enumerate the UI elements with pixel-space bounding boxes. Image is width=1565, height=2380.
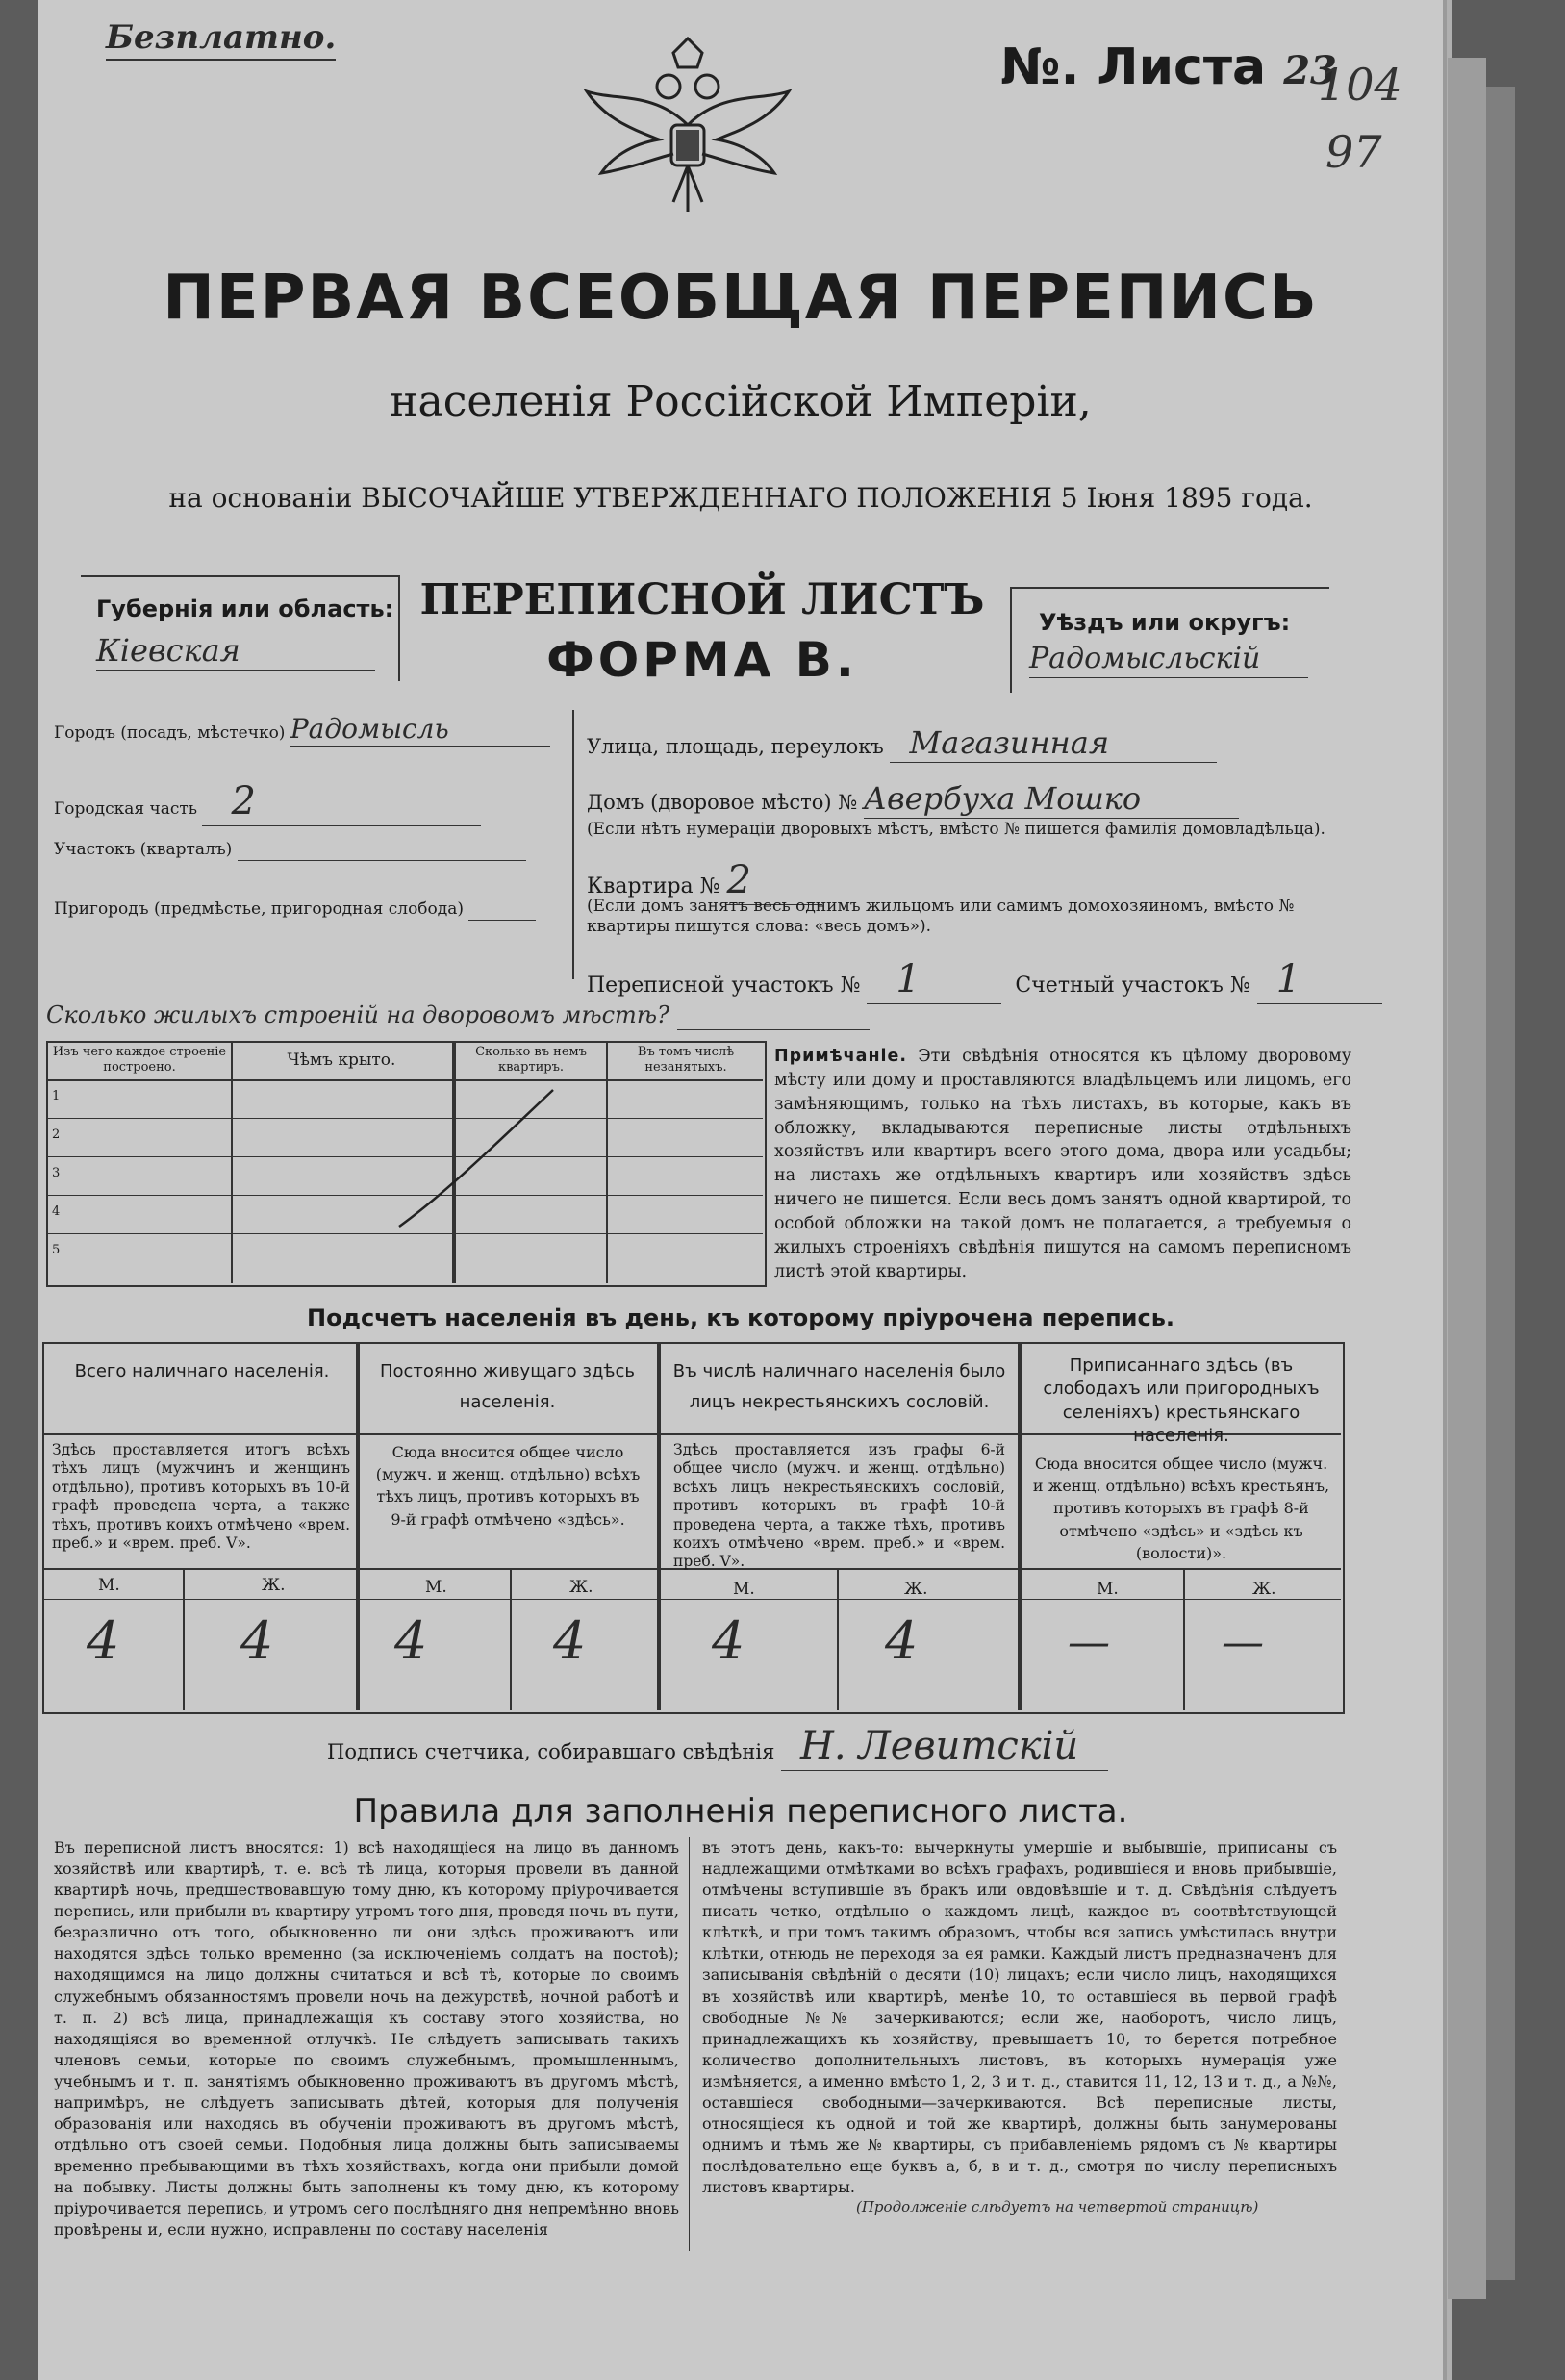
suburb-field xyxy=(54,899,536,921)
signature-label: Подпись счетчика, собиравшаго свѣдѣнія xyxy=(327,1740,775,1763)
buildings-header-apartments: Сколько въ немъ квартиръ. xyxy=(475,1045,587,1076)
house-label: Домъ (дворовое мѣсто) № xyxy=(587,791,858,814)
rules-title: Правила для заполненія переписного листа. xyxy=(353,1792,1128,1831)
apartment-value: 2 xyxy=(726,856,822,905)
underlying-page-edge xyxy=(1448,58,1486,2299)
buildings-col-divider-1 xyxy=(231,1041,233,1283)
count-district-value: 1 xyxy=(1257,955,1382,1004)
street-value: Магазинная xyxy=(890,723,1217,763)
sheet-number-label-text: №. Листа xyxy=(1000,38,1267,96)
precinct-value-line xyxy=(238,840,526,861)
buildings-note-title: Примѣчаніе. xyxy=(774,1047,908,1066)
legal-basis: на основаніи ВЫСОЧАЙШЕ УТВЕРЖДЕННАГО ПОЛОЖЕНІЯ 5 Іюня 1895 года. xyxy=(168,482,1313,514)
archive-number: 97 xyxy=(1325,126,1382,178)
population-col3-desc: Здѣсь проставляется изъ графы 6-й общее число (мужч. и женщ. отдѣльно) всѣхъ лицъ некрестьянскихъ сословій, противъ которыхъ въ графѣ 10-й проведена черта, а также тѣхъ, противъ коихъ отмѣчено «врем. преб.» и «врем. преб. V». xyxy=(673,1441,1005,1571)
signature-value: Н. Левитскій xyxy=(781,1722,1108,1771)
population-col1-desc: Здѣсь проставляется итогъ всѣхъ тѣхъ лицъ (мужчинъ и женщинъ отдѣльно), противъ которыхъ въ 10-й графѣ проведена черта, а также тѣхъ, противъ коихъ отмѣчено «врем. преб.» и «врем. преб. V». xyxy=(52,1441,350,1552)
buildings-col-divider-3 xyxy=(606,1041,608,1283)
province-label: Губернія или область: xyxy=(96,595,394,622)
town-field xyxy=(54,712,550,747)
population-col2-f-label: Ж. xyxy=(569,1578,593,1597)
buildings-header-roof: Чѣмъ крыто. xyxy=(287,1051,396,1070)
population-mf-divider xyxy=(183,1568,185,1710)
buildings-question-line xyxy=(677,1000,870,1030)
house-field xyxy=(587,779,1239,819)
subtitle: населенія Россійской Имперіи, xyxy=(390,377,1092,426)
house-note: (Если нѣтъ нумераціи дворовыхъ мѣстъ, вмѣсто № пишется фамилія домовладѣльца). xyxy=(587,820,1325,839)
house-value: Авербуха Мошко xyxy=(864,779,1239,819)
underlying-page-edge xyxy=(1486,87,1515,2280)
buildings-question xyxy=(46,1000,870,1030)
population-col2-desc: Сюда вносится общее число (мужч. и женщ. отдѣльно) всѣхъ тѣхъ лицъ, противъ которыхъ въ 9-й графѣ отмѣчено «здѣсь». xyxy=(375,1443,641,1529)
buildings-row-number: 5 xyxy=(52,1243,61,1257)
strike-through-mark xyxy=(385,1082,558,1236)
address-divider xyxy=(572,710,574,979)
buildings-row-number: 4 xyxy=(52,1204,61,1219)
rules-right-column: въ этотъ день, какъ-то: вычеркнуты умершіе и выбывшіе, приписаны съ надлежащими отмѣтками во всѣхъ графахъ, родившіеся и вновь прибывшіе, отмѣчены вступившіе въ бракъ или овдовѣвшіе и т. д. Свѣдѣнія слѣдуетъ писать четко, отдѣльно о каждомъ лицѣ, каждое въ соотвѣтствующей клѣткѣ, и при томъ такимъ образомъ, чтобы вся запись умѣстилась внутри клѣтки, отнюдь не переходя за ея рамки. Каждый листъ предназначенъ для записыванія свѣдѣній о десяти (10) лицахъ; если число лицъ, находящихся въ хозяйствѣ или квартирѣ, менѣе 10, то оставшіеся въ первой графѣ свободные №№ зачеркиваются; если же, наоборотъ, число лицъ, принадлежащихъ къ хозяйству, превышаетъ 10, то берется потребное количество дополнительныхъ листовъ, въ которыхъ нумерація уже измѣняется, а именно вмѣсто 1, 2, 3 и т. д., ставится 11, 12, 13 и т. д., а №№, оставшіеся свободными—зачеркиваются. Всѣ переписные листы, относящіеся къ одной и той же квартирѣ, должны быть занумерованы однимъ и тѣмъ же № квартиры, съ прибавленіемъ рядомъ съ № квартиры послѣдовательно еще буквъ а, б, в и т. д., смотря по числу переписныхъ листовъ квартиры. xyxy=(702,1838,1337,2197)
population-col2-f-value: 4 xyxy=(553,1610,587,1671)
precinct-label: Участокъ (кварталъ) xyxy=(54,840,233,859)
population-col1-f-label: Ж. xyxy=(262,1576,286,1595)
rules-continued-note: (Продолженіе слѣдуетъ на четвертой страницѣ) xyxy=(856,2198,1259,2215)
suburb-label: Пригородъ (предмѣстье, пригородная слобода) xyxy=(54,899,465,919)
sheet-number-value: 23 xyxy=(1283,48,1337,93)
apartment-label: Квартира № xyxy=(587,874,720,899)
population-col1-header: Всего наличнаго населенія. xyxy=(74,1361,330,1381)
suburb-value-line xyxy=(468,899,536,921)
population-col1-m-label: М. xyxy=(98,1576,120,1595)
street-label: Улица, площадь, переулокъ xyxy=(587,735,884,758)
imperial-eagle-emblem-icon xyxy=(577,34,798,226)
population-col-divider-1 xyxy=(356,1342,360,1710)
population-col4-m-label: М. xyxy=(1097,1580,1119,1599)
population-mf-divider xyxy=(510,1568,512,1710)
precinct-field xyxy=(54,840,526,861)
census-district-label: Переписной участокъ № xyxy=(587,974,861,998)
form-name: ФОРМА В. xyxy=(546,632,858,688)
population-col3-m-value: 4 xyxy=(712,1610,745,1671)
city-part-label: Городская часть xyxy=(54,799,198,819)
population-col4-desc: Сюда вносится общее число (мужч. и женщ. отдѣльно) всѣхъ крестьянъ, противъ которыхъ въ графѣ 8-й отмѣчено «здѣсь» и «здѣсь къ (волости)». xyxy=(1032,1455,1330,1562)
population-mf-line xyxy=(42,1599,1341,1600)
population-col1-f-value: 4 xyxy=(240,1610,274,1671)
town-label: Городъ (посадъ, мѣстечко) xyxy=(54,723,286,743)
census-district-field xyxy=(587,955,1382,1004)
population-col1-m-value: 4 xyxy=(87,1610,120,1671)
buildings-question-text: Сколько жилыхъ строеній на дворовомъ мѣстѣ? xyxy=(46,1001,669,1028)
enumerator-signature xyxy=(327,1722,1108,1771)
street-field xyxy=(587,723,1217,763)
buildings-header-vacant: Въ томъ числѣ незанятыхъ. xyxy=(637,1045,735,1076)
city-part-value: 2 xyxy=(202,777,481,826)
apartment-note: (Если домъ занятъ весь однимъ жильцомъ или самимъ домохозяиномъ, вмѣсто № квартиры пишутся слова: «весь домъ»). xyxy=(587,897,1295,937)
population-mf-divider xyxy=(837,1568,839,1710)
buildings-row-number: 2 xyxy=(52,1127,61,1142)
population-col4-f-label: Ж. xyxy=(1252,1580,1276,1599)
census-district-value: 1 xyxy=(867,955,1001,1004)
population-col4-header: Приписаннаго здѣсь (въ слободахъ или пригородныхъ селеніяхъ) крестьянскаго населенія. xyxy=(1043,1355,1320,1446)
buildings-row-number: 3 xyxy=(52,1166,61,1180)
rules-left-column: Въ переписной листъ вносятся: 1) всѣ находящіеся на лицо въ данномъ хозяйствѣ или квартирѣ, т. е. всѣ тѣ лица, которыя провели въ данной квартирѣ ночь, предшествовавшую тому дню, къ которому пріурочивается перепись, или прибыли въ квартиру утромъ того дня, проведя ночь въ пути, безразлично отъ того, обыкновенно ли они здѣсь проживаютъ или находятся здѣсь только временно (за исключеніемъ солдатъ на постоѣ); находящимся на лицо должны считаться и всѣ тѣ, которые по своимъ служебнымъ обязанностямъ провели ночь на дежурствѣ, ночной работѣ и т. п. 2) всѣ лица, принадлежащія къ составу этого хозяйства, но находящіяся во временной отлучкѣ. Не слѣдуетъ записывать такихъ членовъ семьи, которые по своимъ служебнымъ, промышленнымъ, учебнымъ и т. п. занятіямъ обыкновенно проживаютъ въ другомъ мѣстѣ, напримѣръ, не слѣдуетъ записывать дѣтей, которыя для полученія образованія или находясь въ обученіи проживаютъ въ другомъ мѣстѣ, отдѣльно отъ своей семьи. Подобныя лица должны быть записываемы временно пребывающими въ тѣхъ хозяйствахъ, когда они прибыли домой на побывку. Листы должны быть заполнены къ тому дню, къ которому пріурочивается перепись, и утромъ сего послѣдняго дня непремѣнно вновь провѣрены и, если нужно, исправлены по составу населенія xyxy=(54,1838,679,2240)
census-sheet-page xyxy=(38,0,1443,2380)
population-col-divider-3 xyxy=(1018,1342,1022,1710)
population-title: Подсчетъ населенія въ день, къ которому пріурочена перепись. xyxy=(307,1304,1174,1331)
population-col2-header: Постоянно живущаго здѣсь населенія. xyxy=(379,1361,635,1413)
city-part-field xyxy=(54,777,481,826)
rules-column-divider xyxy=(689,1837,690,2251)
population-col3-header: Въ числѣ наличнаго населенія было лицъ некрестьянскихъ сословій. xyxy=(672,1361,1006,1413)
population-col4-m-value: — xyxy=(1068,1618,1110,1667)
population-col3-f-value: 4 xyxy=(885,1610,919,1671)
archive-number: 104 xyxy=(1318,59,1402,111)
count-district-label: Счетный участокъ № xyxy=(1015,974,1250,998)
population-col-divider-2 xyxy=(657,1342,661,1710)
sheet-number-label xyxy=(1000,37,1337,99)
population-col2-m-label: М. xyxy=(425,1578,447,1597)
buildings-note-text: Эти свѣдѣнія относятся къ цѣлому дворовому мѣсту или дому и проставляются владѣльцемъ или лицомъ, его замѣняющимъ, только на тѣхъ листахъ, въ которые, какъ въ обложку, вкладываются переписные листы отдѣльныхъ хозяйствъ или квартиръ всего этого дома, двора или усадьбы; на листахъ же отдѣльныхъ квартиръ или хозяйствъ здѣсь ничего не пишется. Если весь домъ занятъ одной квартирой, то особой обложки на такой домъ не полагается, а требуемыя о жилыхъ строеніяхъ свѣдѣнія пишутся на самомъ переписномъ листѣ этой квартиры. xyxy=(774,1047,1351,1281)
sheet-title: ПЕРЕПИСНОЙ ЛИСТЪ xyxy=(419,575,985,624)
population-col3-m-label: М. xyxy=(733,1580,755,1599)
population-col2-m-value: 4 xyxy=(394,1610,428,1671)
buildings-header-line xyxy=(46,1079,763,1081)
buildings-note xyxy=(774,1045,1351,1283)
free-label: Безплатно. xyxy=(106,17,336,61)
buildings-row-number: 1 xyxy=(52,1089,61,1103)
main-title: ПЕРВАЯ ВСЕОБЩАЯ ПЕРЕПИСЬ xyxy=(163,263,1319,334)
town-value: Радомысль xyxy=(290,712,550,747)
province-value: Кіевская xyxy=(96,631,375,671)
population-col3-f-label: Ж. xyxy=(904,1580,928,1599)
district-label: Уѣздъ или округъ: xyxy=(1039,609,1291,636)
population-col4-f-value: — xyxy=(1222,1618,1264,1667)
buildings-header-material: Изъ чего каждое строеніе построено. xyxy=(52,1045,227,1076)
district-value: Радомысльскій xyxy=(1029,641,1308,678)
population-mf-divider xyxy=(1183,1568,1185,1710)
